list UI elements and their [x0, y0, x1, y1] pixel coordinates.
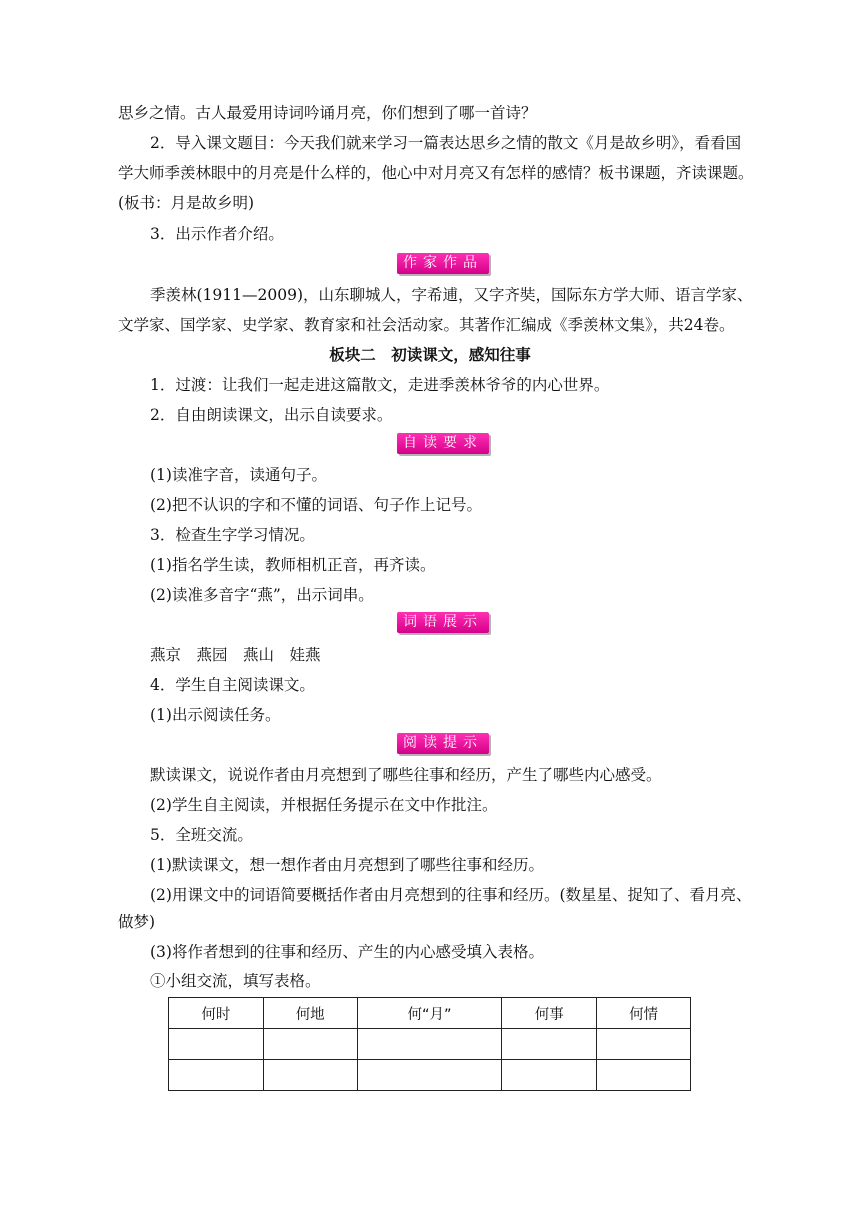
table-cell[interactable] [357, 1060, 502, 1091]
paragraph-line: (2)读准多音字“燕”，出示词串。 [150, 586, 374, 604]
paragraph-line: (3)将作者想到的往事和经历、产生的内心感受填入表格。 [150, 943, 544, 961]
paragraph-line: (1)默读课文，想一想作者由月亮想到了哪些往事和经历。 [150, 856, 544, 874]
table-header-cell: 何时 [169, 998, 264, 1029]
paragraph-line: 4．学生自主阅读课文。 [150, 676, 315, 694]
task-line: 默读课文，说说作者由月亮想到了哪些往事和经历，产生了哪些内心感受。 [150, 766, 662, 784]
table-header-cell: 何事 [502, 998, 597, 1029]
table-header-cell: 何“月” [357, 998, 502, 1029]
table-header-row [169, 998, 691, 1029]
paragraph-line: ①小组交流，填写表格。 [150, 972, 321, 990]
requirement-line: (2)把不认识的字和不懂的词语、句子作上记号。 [150, 496, 482, 514]
paragraph-line: 2．自由朗读课文，出示自读要求。 [150, 406, 393, 424]
paragraph-line: (2)学生自主阅读，并根据任务提示在文中作批注。 [150, 796, 498, 814]
paragraph-line: (板书：月是故乡明) [118, 194, 255, 212]
table-cell[interactable] [169, 1060, 264, 1091]
table-header-cell: 何地 [263, 998, 357, 1029]
table-cell[interactable] [169, 1029, 264, 1060]
table-cell[interactable] [502, 1029, 597, 1060]
label-author-works: 作家作品 [397, 253, 489, 274]
table-row [169, 1060, 691, 1091]
paragraph-line: 思乡之情。古人最爱用诗词吟诵月亮，你们想到了哪一首诗？ [118, 104, 537, 122]
paragraph-line: 3．出示作者介绍。 [150, 225, 284, 243]
paragraph-line: (2)用课文中的词语简要概括作者由月亮想到的往事和经历。(数星星、捉知了、看月亮、 [150, 886, 752, 904]
paragraph-line: 1．过渡：让我们一起走进这篇散文，走进季羡林爷爷的内心世界。 [150, 376, 610, 394]
fill-in-table [168, 997, 691, 1091]
paragraph-line: 学大师季羡林眼中的月亮是什么样的，他心中对月亮又有怎样的感情？板书课题，齐读课题。 [118, 164, 754, 182]
table-header-cell: 何情 [597, 998, 691, 1029]
paragraph-line: (1)出示阅读任务。 [150, 706, 281, 724]
paragraph-line: 5．全班交流。 [150, 826, 253, 844]
paragraph-line: 2．导入课文题目：今天我们就来学习一篇表达思乡之情的散文《月是故乡明》，看看国 [150, 134, 742, 152]
label-self-read: 自读要求 [397, 433, 489, 454]
word-list: 燕京 燕园 燕山 娃燕 [150, 646, 321, 664]
paragraph-line: 做梦) [118, 913, 156, 931]
paragraph-line: (1)指名学生读，教师相机正音，再齐读。 [150, 556, 436, 574]
table-cell[interactable] [502, 1060, 597, 1091]
table-cell[interactable] [263, 1029, 357, 1060]
table-cell[interactable] [597, 1029, 691, 1060]
table-cell[interactable] [263, 1060, 357, 1091]
table-cell[interactable] [357, 1029, 502, 1060]
paragraph-line: 3．检查生字学习情况。 [150, 526, 315, 544]
author-bio-line: 季羡林(1911—2009)，山东聊城人，字希逋，又字齐奘，国际东方学大师、语言学家、 [150, 286, 753, 304]
table-cell[interactable] [597, 1060, 691, 1091]
table-row [169, 1029, 691, 1060]
label-word-show: 词语展示 [397, 612, 489, 633]
author-bio-line: 文学家、国学家、史学家、教育家和社会活动家。其著作汇编成《季羡林文集》，共24卷。 [118, 316, 735, 334]
requirement-line: (1)读准字音，读通句子。 [150, 466, 327, 484]
section-heading: 板块二 初读课文，感知往事 [329, 345, 531, 364]
label-read-tips: 阅读提示 [397, 733, 489, 754]
